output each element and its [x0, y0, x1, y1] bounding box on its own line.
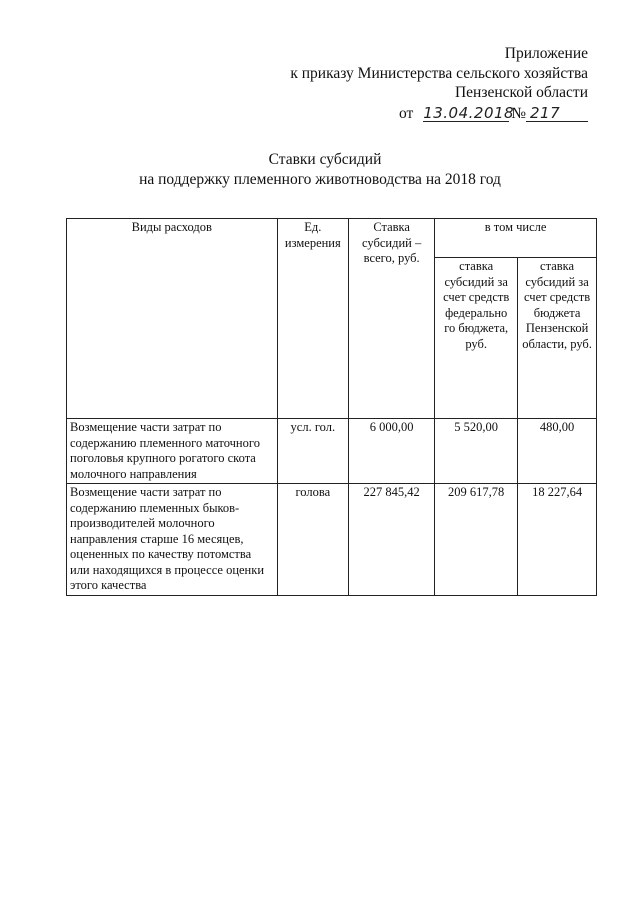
row-federal-rate: 5 520,00	[435, 419, 518, 484]
table-row	[67, 419, 597, 484]
handwritten-date: 13.04.2018	[423, 103, 515, 122]
subsidy-rates-table	[66, 218, 597, 596]
table-row	[67, 484, 597, 596]
appendix-label: Приложение	[504, 45, 588, 62]
number-sign: №	[511, 104, 526, 122]
table-header-row	[67, 219, 597, 258]
row-expense-type: Возмещение части затрат по содержанию племенного маточного поголовья крупного рогатого скота молочного направления	[67, 419, 278, 484]
row-total-rate: 6 000,00	[349, 419, 435, 484]
row-total-rate: 227 845,42	[349, 484, 435, 596]
document-title	[0, 150, 640, 189]
row-regional-rate: 18 227,64	[518, 484, 597, 596]
title-line-1: Ставки субсидий	[268, 151, 382, 168]
order-date-number	[290, 104, 588, 124]
from-label: от	[399, 104, 414, 122]
header-including: в том числе	[435, 219, 597, 258]
handwritten-number: 217	[526, 105, 588, 122]
appendix-header	[290, 44, 588, 123]
row-unit: усл. гол.	[277, 419, 349, 484]
order-reference: к приказу Министерства сельского хозяйства	[290, 64, 588, 82]
header-total-rate: Ставка субсидий – всего, руб.	[349, 219, 435, 419]
header-federal-rate: ставка субсидий за счет средств федерально го бюджета, руб.	[435, 258, 518, 419]
row-regional-rate: 480,00	[518, 419, 597, 484]
header-unit: Ед. измерения	[277, 219, 349, 419]
header-regional-rate: ставка субсидий за счет средств бюджета Пензенской области, руб.	[518, 258, 597, 419]
row-federal-rate: 209 617,78	[435, 484, 518, 596]
region-name: Пензенской области	[454, 84, 588, 101]
header-expense-type: Виды расходов	[67, 219, 278, 419]
title-line-2: на поддержку племенного животноводства на 2018 год	[139, 170, 501, 188]
row-unit: голова	[277, 484, 349, 596]
row-expense-type: Возмещение части затрат по содержанию племенных быков-производителей молочного направления старше 16 месяцев, оцененных по качеству потомства или находящихся в процессе оценки этого качества	[67, 484, 278, 596]
